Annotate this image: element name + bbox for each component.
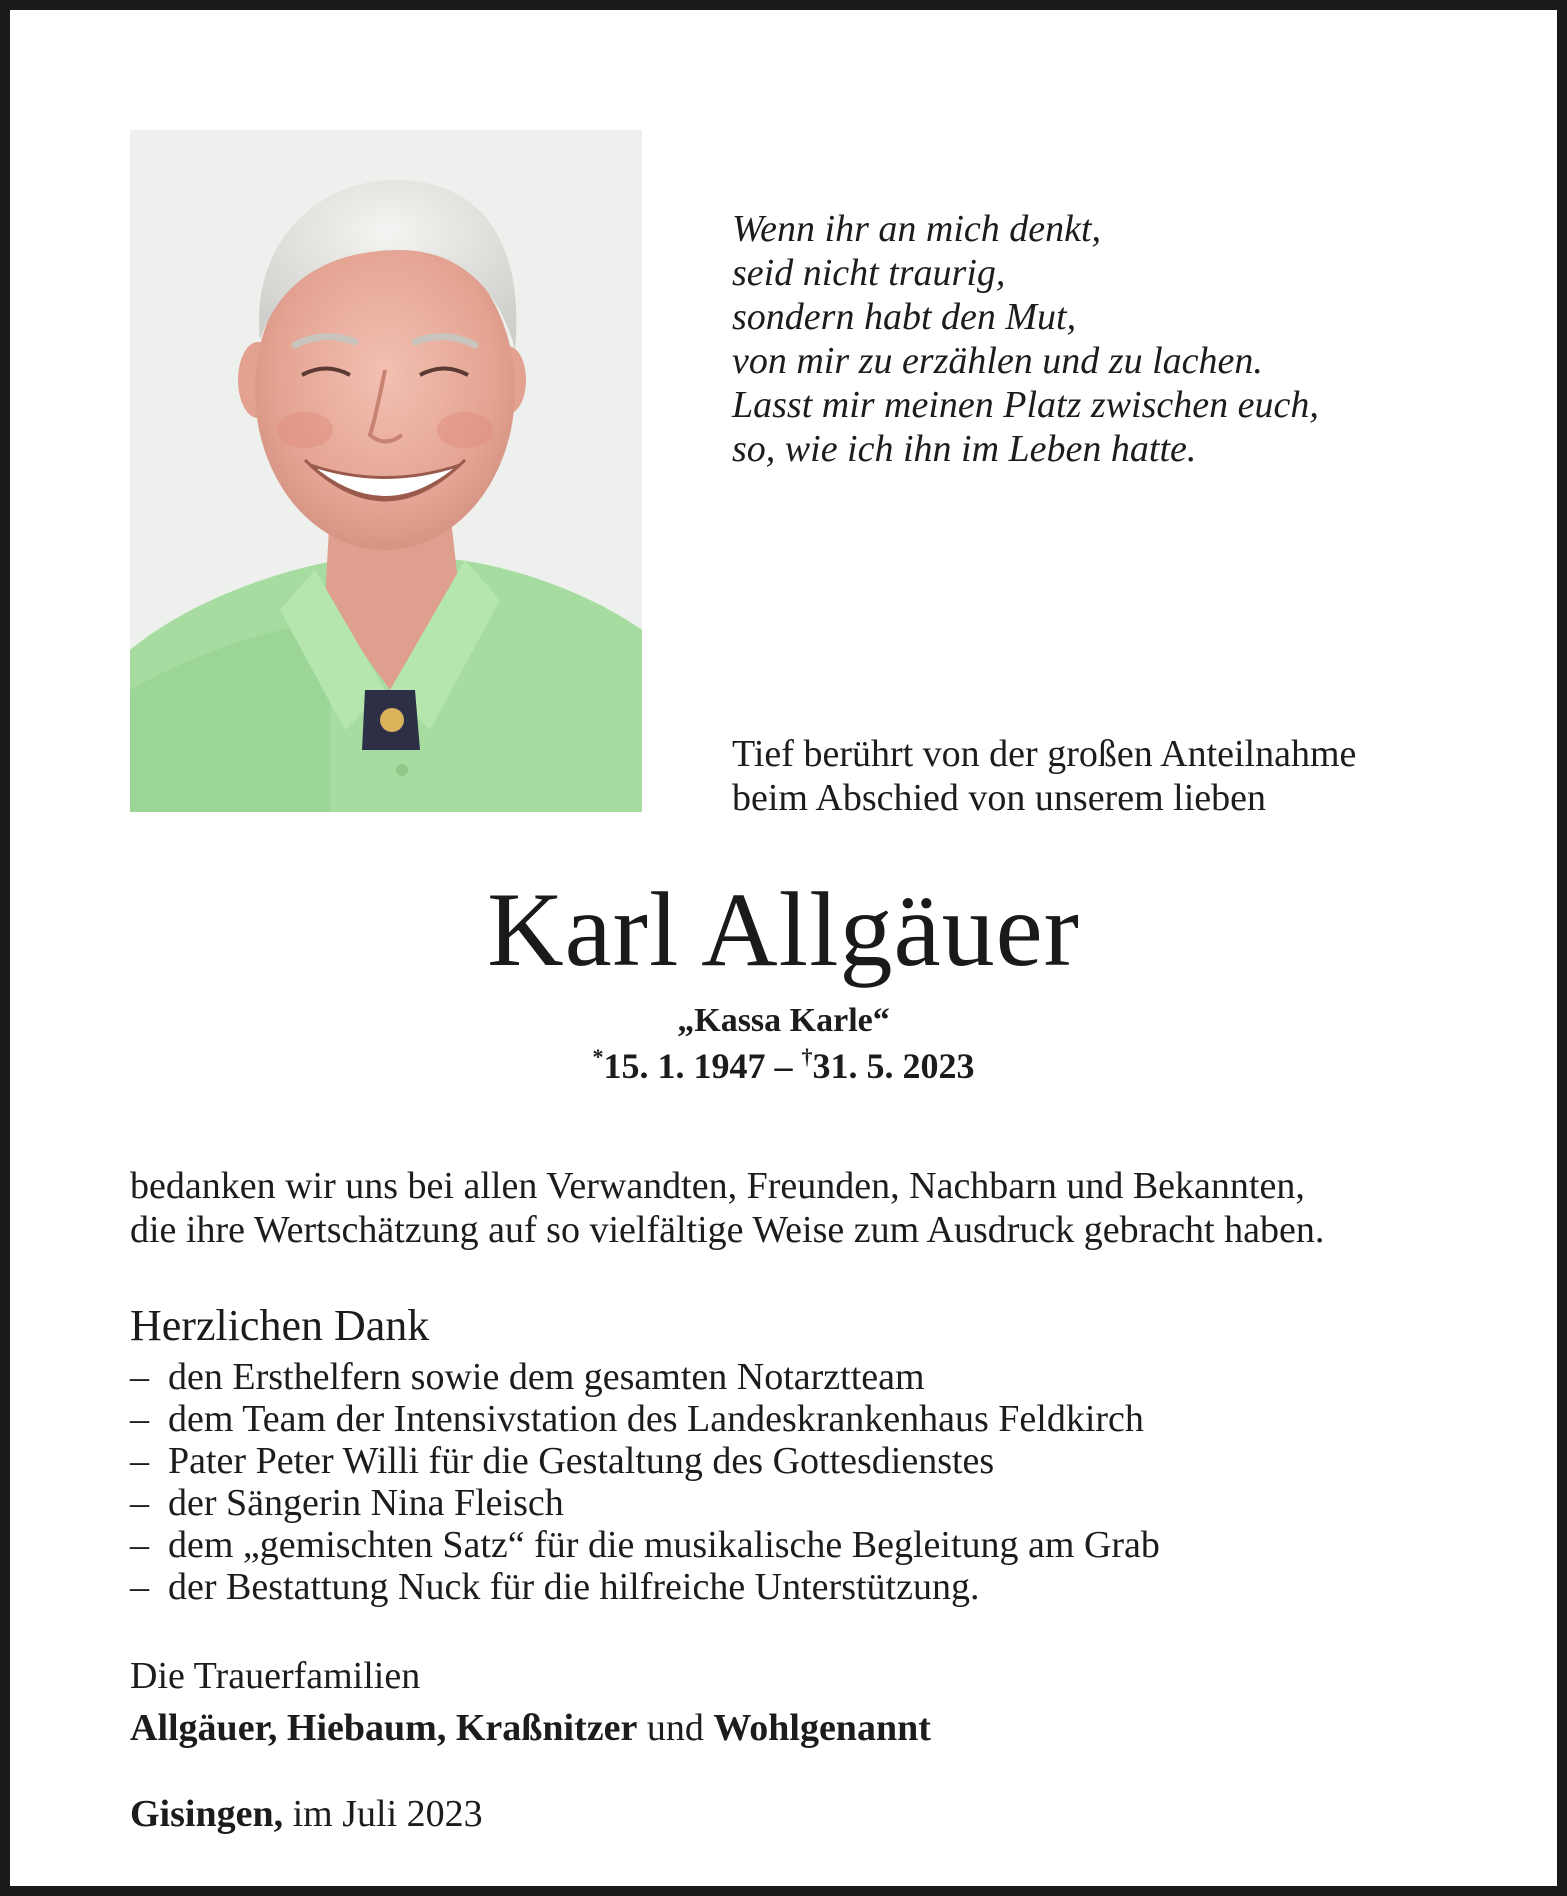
list-item [130, 1566, 1160, 1608]
thanks-list [130, 1356, 1160, 1608]
list-item-text: dem Team der Intensivstation des Landeskrankenhaus Feldkirch [168, 1398, 1144, 1440]
life-dates [0, 1044, 1567, 1088]
dash-bullet: – [130, 1398, 149, 1440]
family-names [130, 1706, 931, 1750]
family-names-bold: Allgäuer, Hiebaum, Kraßnitzer [130, 1707, 638, 1749]
family-connector: und [637, 1707, 714, 1749]
portrait-photo [130, 130, 642, 812]
intro-text [732, 732, 1356, 820]
date-separator: – [765, 1046, 802, 1086]
death-symbol: † [801, 1044, 813, 1069]
poem-line: sondern habt den Mut, [732, 296, 1077, 338]
intro-line: beim Abschied von unserem lieben [732, 777, 1266, 819]
thanks-paragraph [130, 1164, 1324, 1252]
list-item-text: der Sängerin Nina Fleisch [168, 1482, 564, 1524]
portrait-illustration [130, 130, 642, 812]
thanks-heading: Herzlichen Dank [130, 1301, 430, 1350]
date: im Juli 2023 [283, 1793, 483, 1835]
poem-line: von mir zu erzählen und zu lachen. [732, 340, 1263, 382]
paragraph-line: bedanken wir uns bei allen Verwandten, Freunden, Nachbarn und Bekannten, [130, 1165, 1305, 1207]
deceased-nickname: „Kassa Karle“ [677, 1002, 890, 1039]
families-intro: Die Trauerfamilien [130, 1655, 421, 1697]
death-date: 31. 5. 2023 [812, 1046, 975, 1086]
dash-bullet: – [130, 1482, 149, 1524]
poem-line: seid nicht traurig, [732, 252, 1006, 294]
dash-bullet: – [130, 1566, 149, 1608]
dash-bullet: – [130, 1440, 149, 1482]
dash-bullet: – [130, 1524, 149, 1566]
list-item-text: Pater Peter Willi für die Gestaltung des Gottesdienstes [168, 1440, 995, 1482]
list-item-text: der Bestattung Nuck für die hilfreiche Unterstützung. [168, 1566, 980, 1608]
dash-bullet: – [130, 1356, 149, 1398]
place-date [130, 1792, 483, 1836]
list-item [130, 1524, 1160, 1566]
birth-symbol: * [592, 1044, 604, 1069]
birth-date: 15. 1. 1947 [603, 1046, 766, 1086]
deceased-name: Karl Allgäuer [487, 871, 1080, 988]
list-item [130, 1482, 1160, 1524]
family-last-name: Wohlgenannt [713, 1707, 931, 1749]
intro-line: Tief berührt von der großen Anteilnahme [732, 733, 1357, 775]
place: Gisingen, [130, 1793, 284, 1835]
list-item-text: den Ersthelfern sowie dem gesamten Notarztteam [168, 1356, 925, 1398]
list-item [130, 1356, 1160, 1398]
list-item [130, 1398, 1160, 1440]
poem-line: so, wie ich ihn im Leben hatte. [732, 428, 1197, 470]
list-item [130, 1440, 1160, 1482]
memorial-poem [732, 207, 1319, 471]
poem-line: Lasst mir meinen Platz zwischen euch, [732, 384, 1319, 426]
list-item-text: dem „gemischten Satz“ für die musikalische Begleitung am Grab [168, 1524, 1160, 1566]
paragraph-line: die ihre Wertschätzung auf so vielfältige Weise zum Ausdruck gebracht haben. [130, 1209, 1325, 1251]
poem-line: Wenn ihr an mich denkt, [732, 208, 1102, 250]
